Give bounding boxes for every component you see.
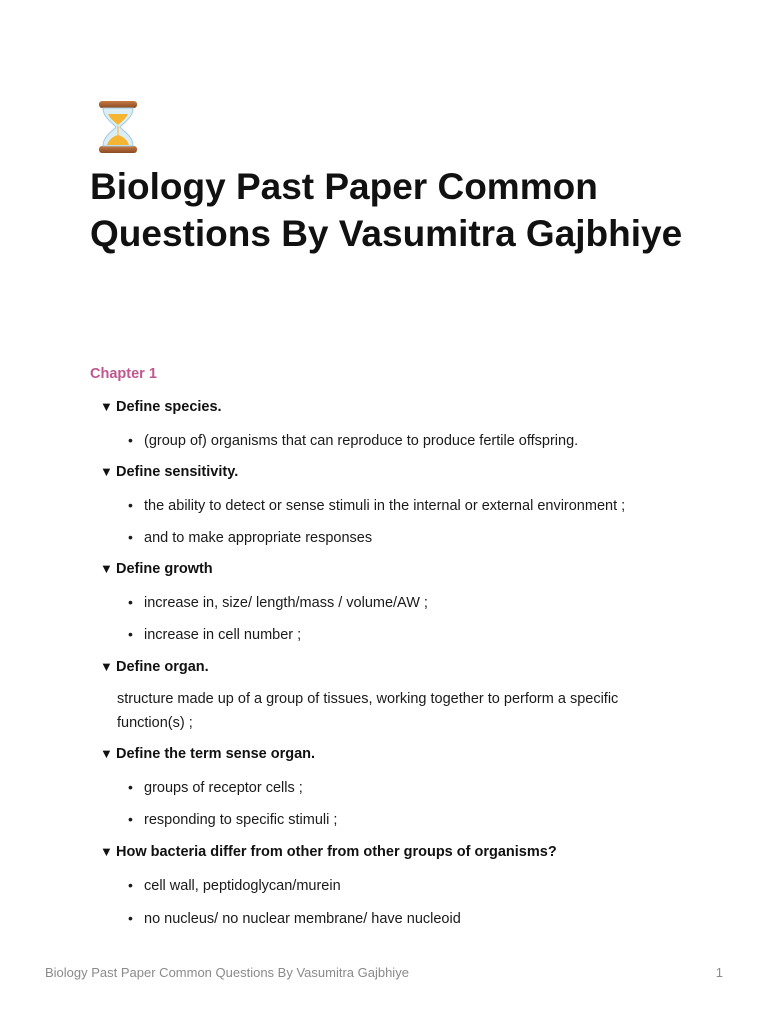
answer-text: increase in, size/ length/mass / volume/AW ; [144, 595, 428, 611]
list-item [128, 777, 303, 798]
answer-text: and to make appropriate responses [144, 530, 373, 546]
toggle-triangle-icon: ▼ [100, 746, 113, 761]
list-item [128, 592, 428, 613]
bullet-icon: • [128, 529, 133, 545]
list-item [128, 624, 301, 645]
toggle-define-growth[interactable] [100, 559, 213, 579]
answer-text: increase in cell number ; [144, 627, 302, 643]
footer-document-title: Biology Past Paper Common Questions By Vasumitra Gajbhiye [45, 965, 409, 980]
bullet-icon: • [128, 811, 133, 827]
toggle-triangle-icon: ▼ [100, 561, 113, 576]
answer-text: the ability to detect or sense stimuli in the internal or external environment ; [144, 498, 626, 514]
bullet-icon: • [128, 626, 133, 642]
toggle-define-sense-organ[interactable] [100, 744, 315, 764]
hourglass-icon [96, 100, 140, 154]
list-item [128, 527, 372, 548]
question-text: Define the term sense organ. [116, 746, 316, 762]
answer-text: no nucleus/ no nuclear membrane/ have nucleoid [144, 911, 461, 927]
toggle-triangle-icon: ▼ [100, 659, 113, 674]
answer-paragraph-line: structure made up of a group of tissues, working together to perform a specific [117, 691, 619, 707]
list-item [128, 495, 625, 516]
toggle-triangle-icon: ▼ [100, 399, 113, 414]
list-item [128, 430, 578, 451]
answer-paragraph-line: function(s) ; [117, 715, 193, 731]
list-item [128, 875, 341, 896]
footer-page-number: 1 [715, 965, 723, 980]
bullet-icon: • [128, 432, 133, 448]
toggle-bacteria-differences[interactable] [100, 842, 557, 862]
question-text: Define species. [116, 399, 222, 415]
page-title: Biology Past Paper Common Questions By Vasumitra Gajbhiye [90, 166, 683, 254]
question-text: How bacteria differ from other from other groups of organisms? [116, 844, 557, 860]
list-item [128, 809, 337, 830]
answer-text: cell wall, peptidoglycan/murein [144, 878, 341, 894]
toggle-define-organ[interactable] [100, 657, 209, 677]
question-text: Define sensitivity. [116, 464, 239, 480]
bullet-icon: • [128, 497, 133, 513]
question-text: Define growth [116, 561, 213, 577]
chapter-heading: Chapter 1 [90, 366, 157, 382]
toggle-define-species[interactable] [100, 397, 222, 417]
list-item [128, 908, 461, 929]
toggle-define-sensitivity[interactable] [100, 462, 238, 482]
bullet-icon: • [128, 779, 133, 795]
toggle-triangle-icon: ▼ [100, 844, 113, 859]
answer-text: groups of receptor cells ; [144, 780, 303, 796]
bullet-icon: • [128, 594, 133, 610]
bullet-icon: • [128, 910, 133, 926]
answer-text: (group of) organisms that can reproduce to produce fertile offspring. [144, 433, 579, 449]
question-text: Define organ. [116, 659, 209, 675]
bullet-icon: • [128, 877, 133, 893]
toggle-triangle-icon: ▼ [100, 464, 113, 479]
answer-text: responding to specific stimuli ; [144, 812, 338, 828]
